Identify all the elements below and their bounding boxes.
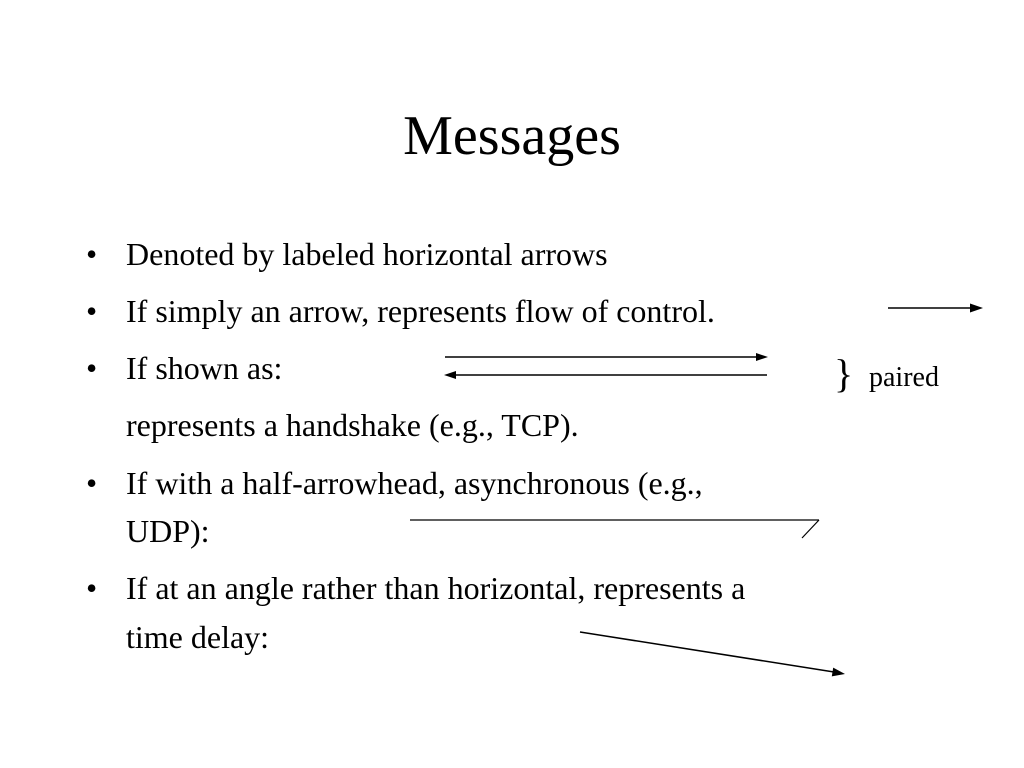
control-flow-arrow [888,304,983,313]
bullet-text-time-delay: time delay: [126,619,270,655]
bullet-text-handshake: represents a handshake (e.g., TCP). [126,407,579,443]
bullet-marker: • [86,236,98,272]
bullet-text-half-arrowhead: If with a half-arrowhead, asynchronous (e.g., [126,465,703,501]
bullet-text-shown-as: If shown as: [126,350,283,386]
bullet-text-udp: UDP): [126,513,210,549]
bullet-text-denoted: Denoted by labeled horizontal arrows [126,236,608,272]
time-delay-arrow [580,632,845,676]
handshake-forward-arrow [445,353,768,361]
half-arrowhead-arrow [410,520,819,538]
paired-brace: } [834,351,854,396]
bullet-marker: • [86,465,98,501]
bullet-marker: • [86,293,98,329]
paired-label: paired [869,362,939,393]
slide-title: Messages [403,105,621,167]
handshake-return-arrow [444,371,767,379]
bullet-text-angle: If at an angle rather than horizontal, represents a [126,570,746,606]
bullet-marker: • [86,570,98,606]
bullet-text-flow-of-control: If simply an arrow, represents flow of control. [126,293,715,329]
bullet-marker: • [86,350,98,386]
